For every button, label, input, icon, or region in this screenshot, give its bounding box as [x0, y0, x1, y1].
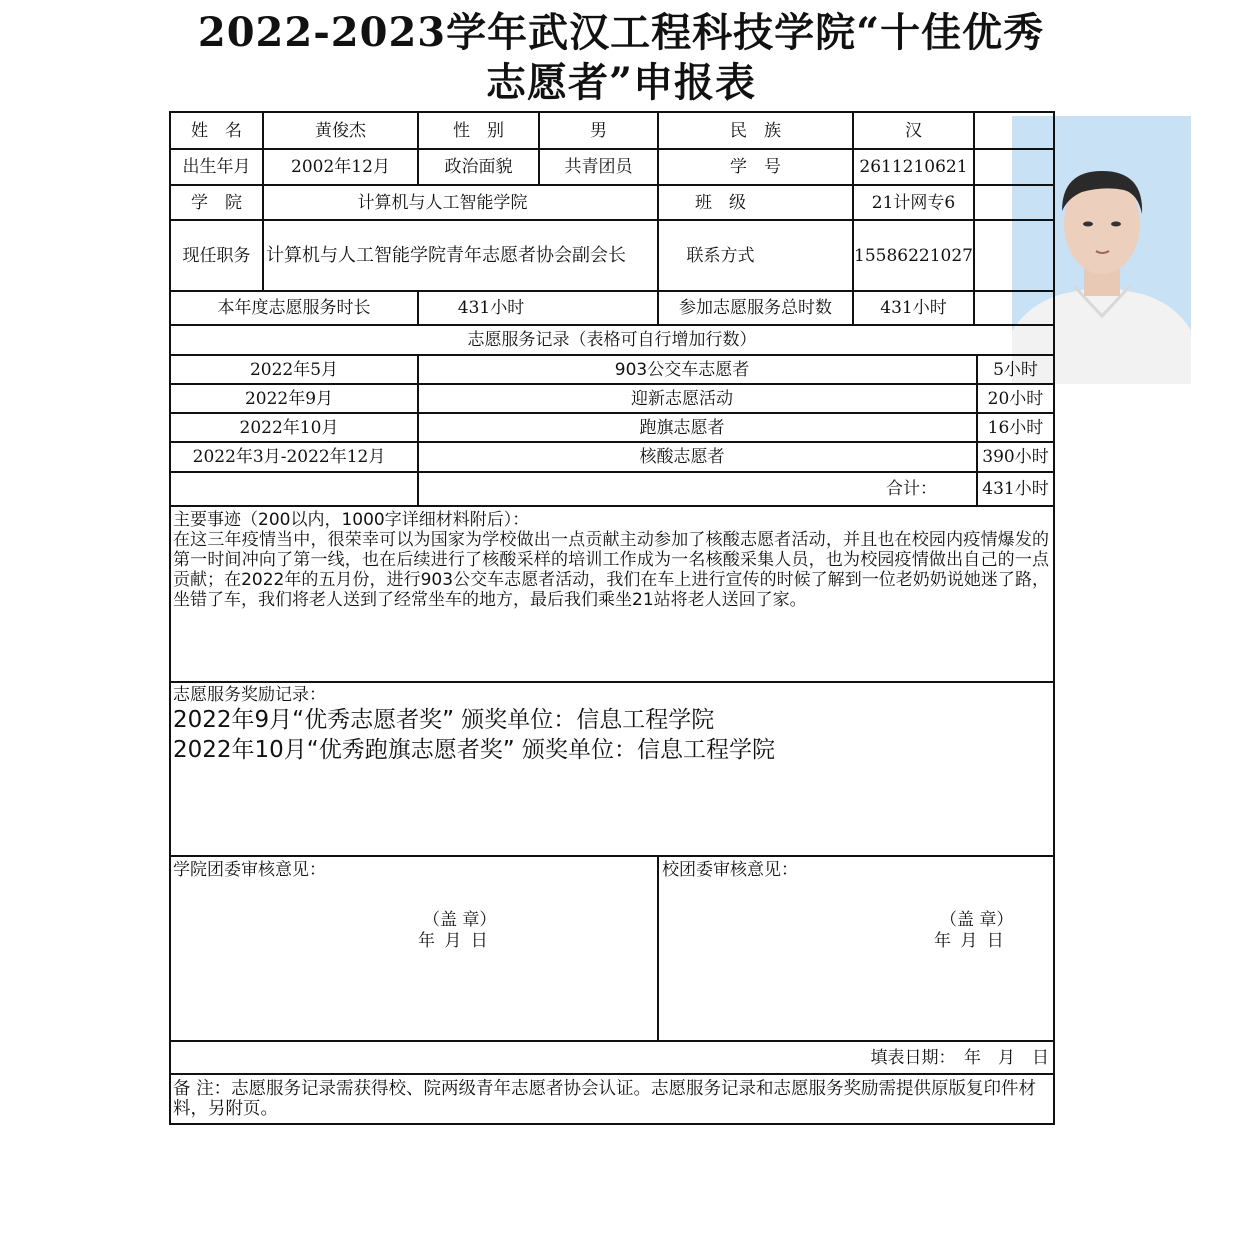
college-label: 学 院 [191, 192, 242, 213]
ethnicity-value: 汉 [905, 120, 922, 141]
position-value: 计算机与人工智能学院青年志愿者协会副会长 [266, 244, 626, 266]
award-item: 2022年10月“优秀跑旗志愿者奖” 颁奖单位：信息工程学院 [173, 737, 775, 763]
gender-value: 男 [590, 120, 607, 141]
name-label: 姓 名 [191, 120, 242, 141]
birth-label: 出生年月 [182, 157, 251, 177]
school-review-date: 年 月 日 [934, 931, 1004, 951]
politics-value: 共青团员 [564, 157, 633, 177]
college-review-date: 年 月 日 [418, 931, 488, 951]
total-hours-value: 431小时 [880, 298, 947, 318]
record-hours: 16小时 [987, 417, 1044, 438]
position-label: 现任职务 [182, 245, 251, 266]
record-activity: 903公交车志愿者 [614, 359, 750, 380]
contact-value: 15586221027 [854, 245, 973, 266]
college-value: 计算机与人工智能学院 [357, 192, 528, 213]
year-hours-value: 431小时 [457, 298, 525, 318]
contact-label: 联系方式 [686, 245, 755, 266]
record-activity: 迎新志愿活动 [631, 388, 733, 409]
award-item: 2022年9月“优秀志愿者奖” 颁奖单位：信息工程学院 [173, 707, 715, 733]
deeds-label: 主要事迹（200以内，1000字详细材料附后）： [173, 510, 530, 530]
form-title-line2: 志愿者”申报表 [485, 59, 756, 106]
school-review-label: 校团委审核意见： [662, 860, 798, 880]
gender-label: 性 别 [453, 120, 504, 141]
college-seal: （盖 章） [423, 910, 497, 930]
student-id-value: 2611210621 [859, 157, 968, 177]
total-hours-label: 参加志愿服务总时数 [679, 298, 832, 318]
footnote: 备 注：志愿服务记录需获得校、院两级青年志愿者协会认证。志愿服务记录和志愿服务奖励需提供原版复印件材料，另附页。 [173, 1079, 1037, 1119]
year-hours-label: 本年度志愿服务时长 [217, 298, 371, 318]
politics-label: 政治面貌 [444, 157, 513, 177]
record-hours: 5小时 [993, 359, 1038, 380]
records-total-label: 合计： [886, 479, 937, 499]
ethnicity-label: 民 族 [730, 120, 781, 141]
school-seal: （盖 章） [940, 910, 1014, 930]
fill-date: 填表日期： 年 月 日 [870, 1047, 1049, 1068]
record-activity: 跑旗志愿者 [639, 417, 725, 438]
record-date: 2022年10月 [239, 417, 339, 438]
record-hours: 390小时 [982, 447, 1049, 467]
record-date: 2022年9月 [244, 388, 334, 409]
record-activity: 核酸志愿者 [639, 447, 725, 467]
name-value: 黄俊杰 [315, 120, 366, 141]
deeds-text: 在这三年疫情当中，很荣幸可以为国家为学校做出一点贡献主动参加了核酸志愿者活动，并且也在校园内疫情爆发的第一时间冲向了第一线，也在后续进行了核酸采样的培训工作成为一名核酸采集人员，也为校园疫情做出自己的一点贡献；在2022年的五月份，进行903公交车志愿者活动，我们在车上进行宣传的时候了解到一位老奶奶说她迷了路，坐错了车，我们将老人送到了经常坐车的地方，最后我们乘坐21站将老人送回了家。 [173, 530, 1049, 610]
class-value: 21计网专6 [871, 192, 956, 213]
student-id-label: 学 号 [730, 157, 781, 177]
awards-label: 志愿服务奖励记录： [173, 685, 326, 705]
records-total-value: 431小时 [982, 479, 1049, 499]
form-title-line1: 2022-2023学年武汉工程科技学院“十佳优秀 [197, 9, 1045, 56]
class-label: 班 级 [695, 192, 746, 213]
college-review-label: 学院团委审核意见： [173, 860, 326, 880]
record-date: 2022年3月-2022年12月 [192, 447, 386, 467]
record-date: 2022年5月 [249, 359, 339, 380]
birth-value: 2002年12月 [291, 157, 390, 177]
records-header: 志愿服务记录（表格可自行增加行数） [467, 330, 757, 350]
record-hours: 20小时 [987, 388, 1044, 409]
